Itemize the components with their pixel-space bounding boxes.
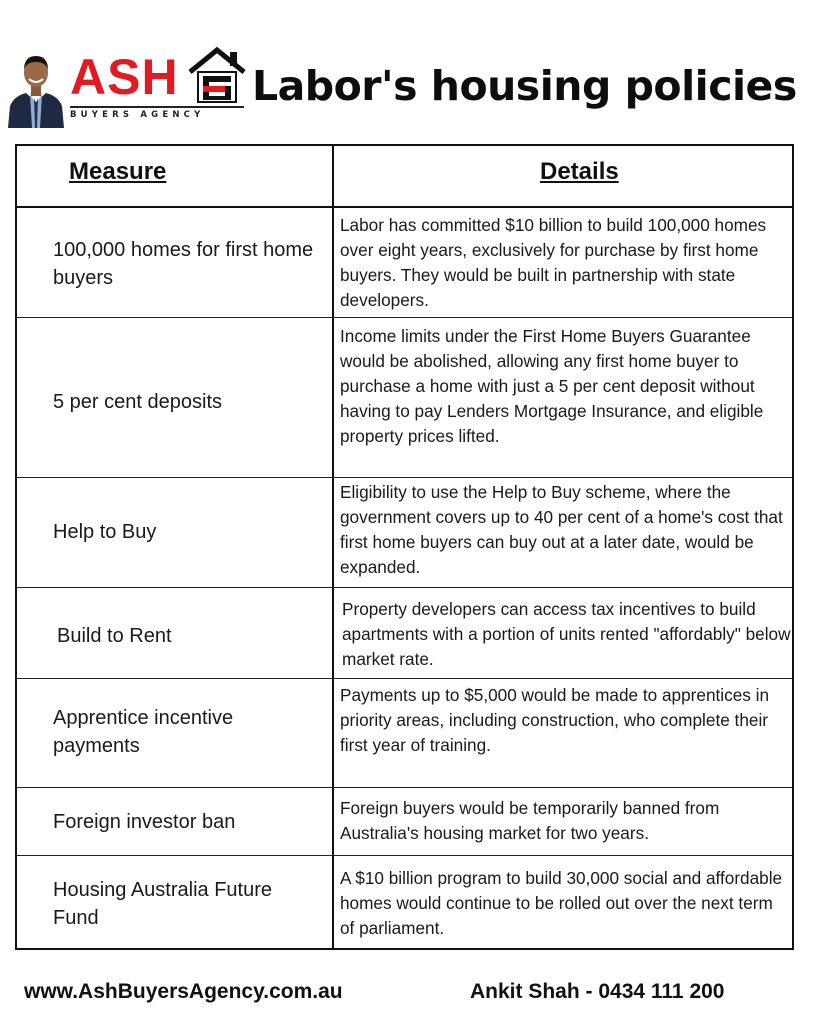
measure-cell: Housing Australia Future Fund xyxy=(53,879,273,929)
details-cell: Property developers can access tax incentives to build apartments with a portion of units rented "affordably" below market rate. xyxy=(342,599,791,669)
avatar xyxy=(4,46,68,128)
details-cell: Eligibility to use the Help to Buy scheme, where the government covers up to 40 per cent of a home's cost that first home buyers can buy out at a later date, would be expanded. xyxy=(340,482,783,577)
details-cell: Foreign buyers would be temporarily banned from Australia's housing market for two years. xyxy=(340,798,720,843)
measure-cell: Help to Buy xyxy=(53,521,157,543)
table-row xyxy=(17,318,792,478)
table-row xyxy=(17,208,792,318)
measure-cell: Apprentice incentive payments xyxy=(53,707,234,757)
details-cell: Labor has committed $10 billion to build 100,000 homes over eight years, exclusively for purchase by first home buyers. They would be built in partnership with state developers. xyxy=(340,215,767,310)
table-row xyxy=(17,478,792,588)
policies-table xyxy=(15,144,794,950)
details-cell: Payments up to $5,000 would be made to apprentices in priority areas, including construction, who complete their first year of training. xyxy=(340,685,770,755)
person-portrait-icon xyxy=(4,46,68,128)
page-title: Labor's housing policies xyxy=(252,62,797,110)
table-header-row xyxy=(17,146,792,208)
measure-column-header: Measure xyxy=(69,158,167,185)
measure-cell: 100,000 homes for first home buyers xyxy=(53,239,314,289)
ash-logo xyxy=(68,44,248,128)
house-logo-icon xyxy=(186,44,248,106)
measure-cell: 5 per cent deposits xyxy=(53,391,222,413)
table-row xyxy=(17,788,792,856)
table-row xyxy=(17,588,792,679)
logo-subtitle: BUYERS AGENCY xyxy=(70,106,244,120)
measure-cell: Foreign investor ban xyxy=(53,811,236,833)
details-cell: A $10 billion program to build 30,000 social and affordable homes would continue to be rolled out over the next term of parliament. xyxy=(340,868,783,938)
table-row xyxy=(17,856,792,948)
details-cell: Income limits under the First Home Buyers Guarantee would be abolished, allowing any first home buyer to purchase a home with just a 5 per cent deposit without having to pay Lenders Mortgage Insurance, and eligible property prices lifted. xyxy=(340,326,764,446)
measure-cell: Build to Rent xyxy=(57,625,172,647)
logo-text: ASH xyxy=(70,49,179,105)
table-row xyxy=(17,679,792,788)
website-text: www.AshBuyersAgency.com.au xyxy=(24,980,343,1003)
page-header xyxy=(0,40,819,130)
contact-text: Ankit Shah - 0434 111 200 xyxy=(470,980,725,1003)
details-column-header: Details xyxy=(540,158,619,185)
